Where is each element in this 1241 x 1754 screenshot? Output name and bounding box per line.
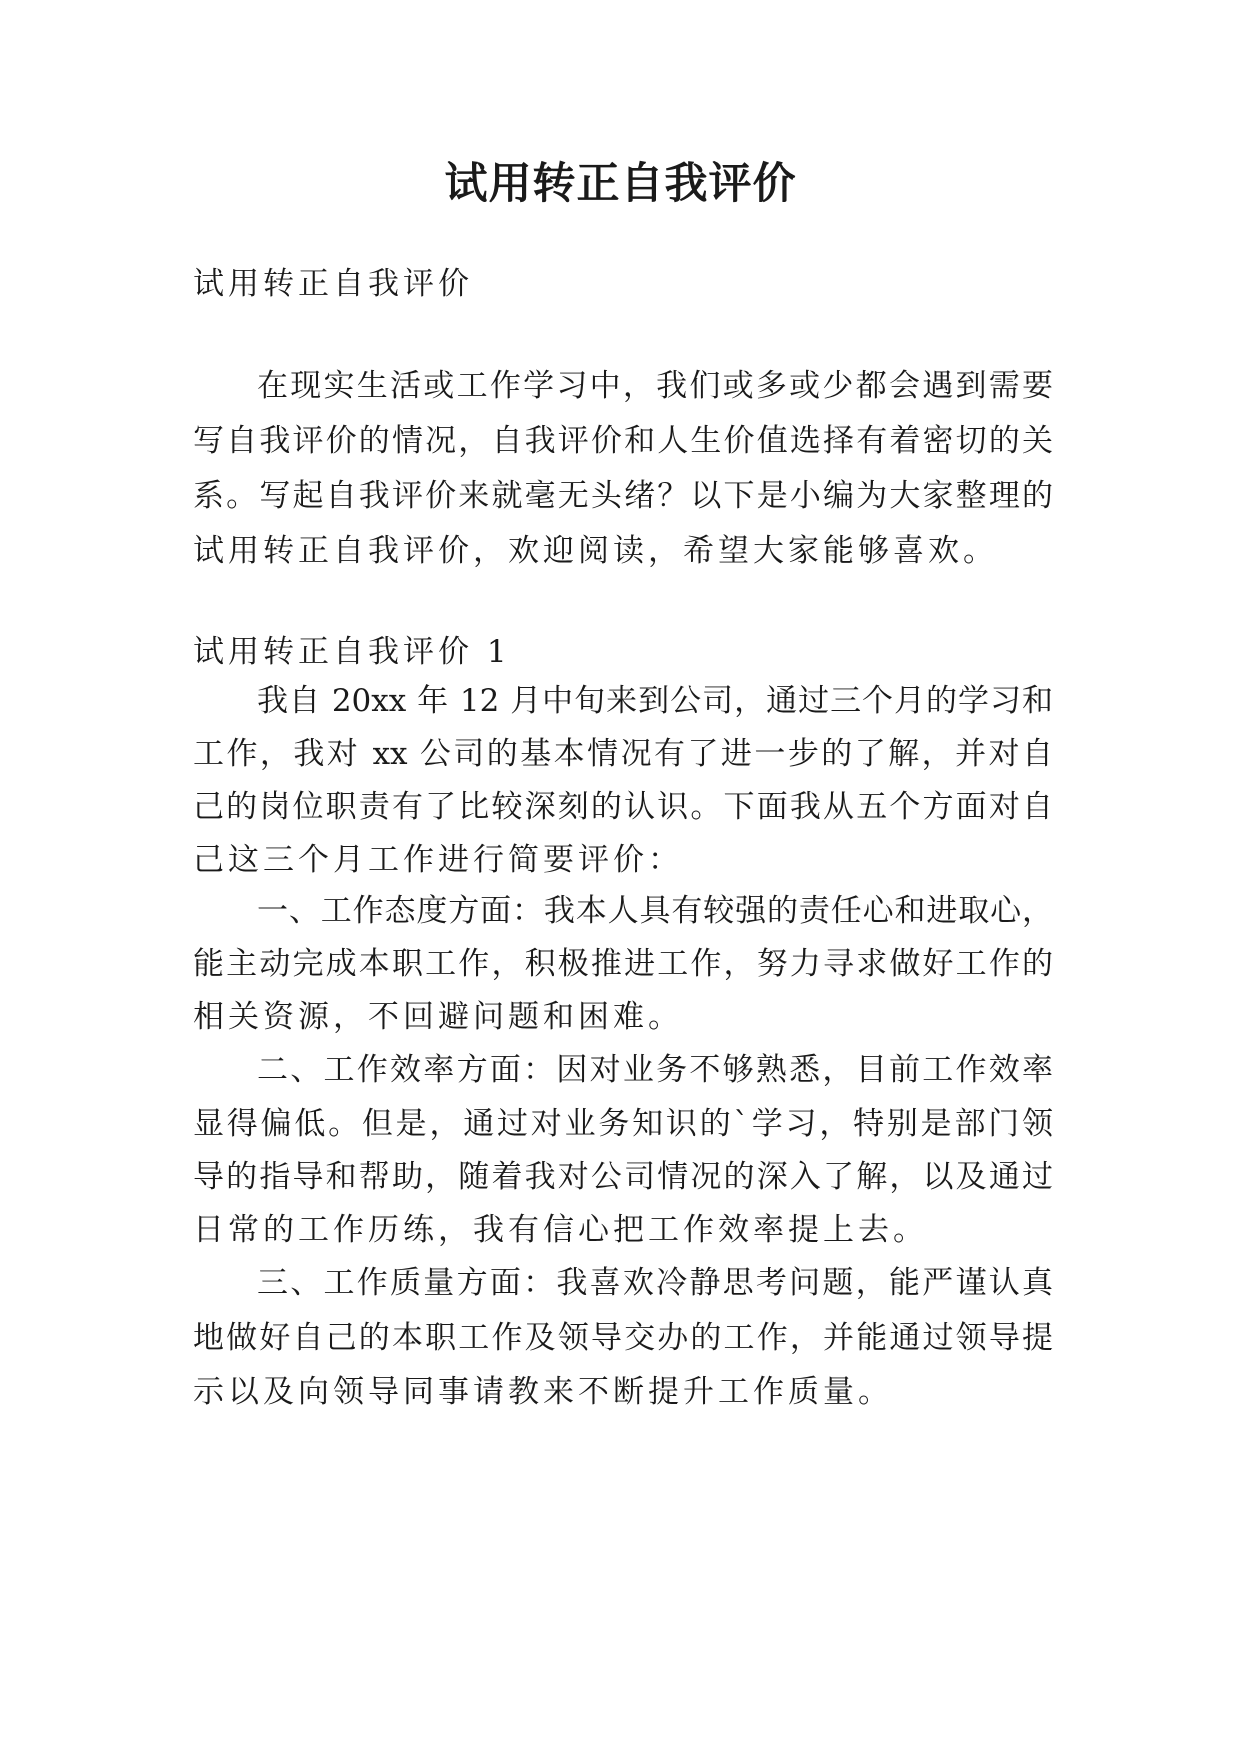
document-subtitle: 试用转正自我评价 — [193, 266, 473, 302]
document-title: 试用转正自我评价 — [444, 159, 797, 209]
para3-line-2: 显得偏低。但是，通过对业务知识的`学习，特别是部门领 — [193, 1106, 1053, 1142]
para2-line-2: 能主动完成本职工作，积极推进工作，努力寻求做好工作的 — [193, 946, 1053, 982]
para4-line-1: 三、工作质量方面：我喜欢冷静思考问题，能严谨认真 — [257, 1265, 1053, 1301]
para4-line-3: 示以及向领导同事请教来不断提升工作质量。 — [193, 1374, 893, 1410]
section-heading: 试用转正自我评价 1 — [193, 634, 511, 670]
para2-line-3: 相关资源，不回避问题和困难。 — [193, 999, 683, 1035]
para4-line-2: 地做好自己的本职工作及领导交办的工作，并能通过领导提 — [193, 1320, 1053, 1356]
para1-line-3: 己的岗位职责有了比较深刻的认识。下面我从五个方面对自 — [193, 789, 1053, 825]
para3-line-3: 导的指导和帮助，随着我对公司情况的深入了解，以及通过 — [193, 1159, 1053, 1195]
para1-line-4: 己这三个月工作进行简要评价： — [193, 842, 683, 878]
intro-line-4: 试用转正自我评价，欢迎阅读，希望大家能够喜欢。 — [193, 533, 998, 569]
para1-line-1: 我自 20xx 年 12 月中旬来到公司，通过三个月的学习和 — [257, 683, 1053, 719]
para3-line-4: 日常的工作历练，我有信心把工作效率提上去。 — [193, 1212, 928, 1248]
para1-line-2: 工作，我对 xx 公司的基本情况有了进一步的了解，并对自 — [193, 736, 1053, 772]
para2-line-1: 一、工作态度方面：我本人具有较强的责任心和进取心， — [257, 893, 1053, 929]
para3-line-1: 二、工作效率方面：因对业务不够熟悉，目前工作效率 — [257, 1052, 1053, 1088]
intro-line-2: 写自我评价的情况，自我评价和人生价值选择有着密切的关 — [193, 423, 1053, 459]
intro-line-1: 在现实生活或工作学习中，我们或多或少都会遇到需要 — [257, 368, 1053, 404]
intro-line-3: 系。写起自我评价来就毫无头绪？以下是小编为大家整理的 — [193, 478, 1053, 514]
